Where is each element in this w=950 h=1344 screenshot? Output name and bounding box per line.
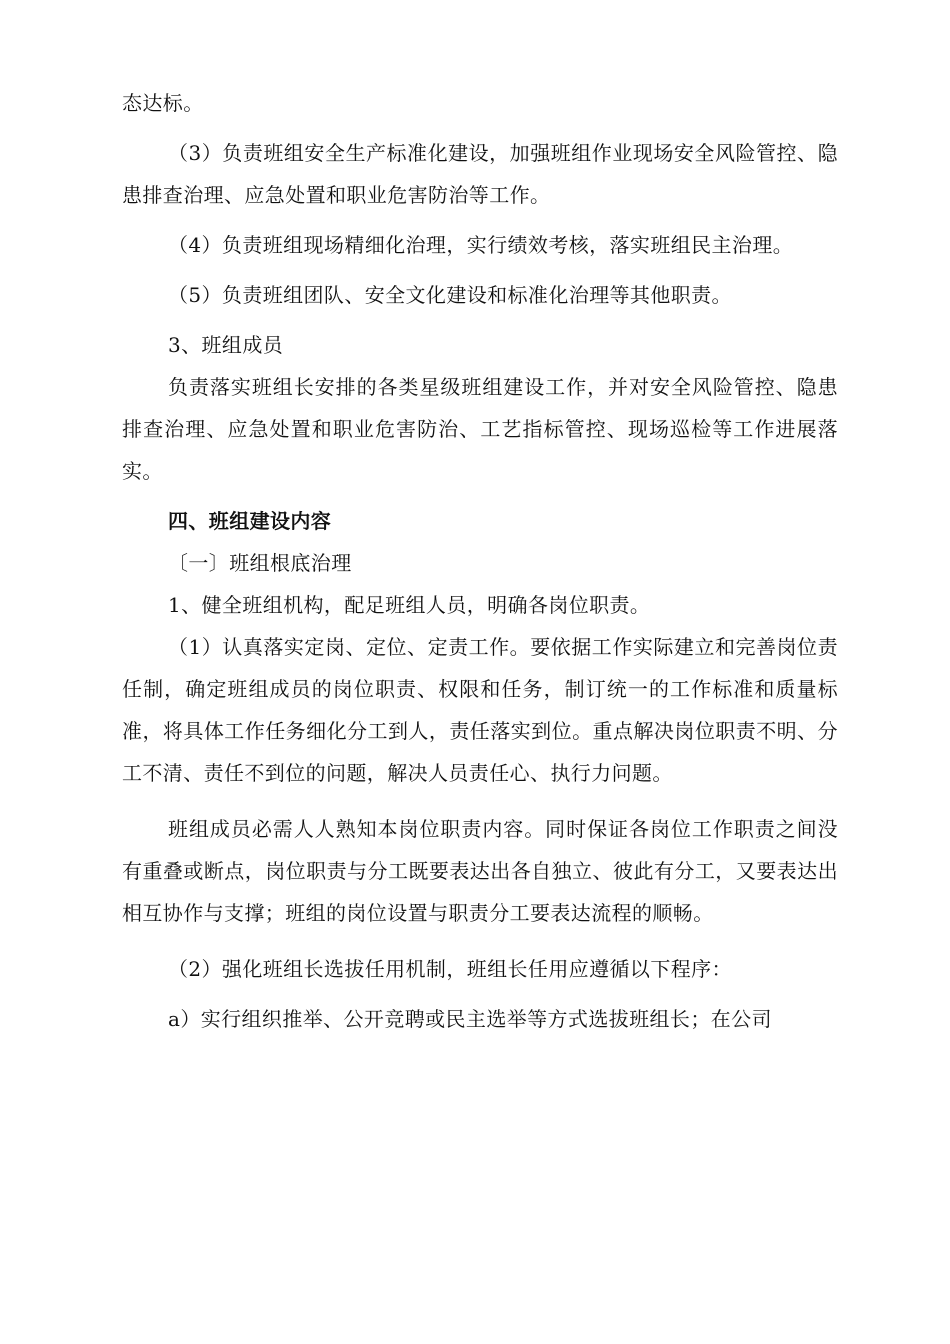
section-heading-4: 四、班组建设内容 [168, 509, 332, 533]
paragraph-point-1: 1、健全班组机构，配足班组人员，明确各岗位职责。 [168, 593, 651, 617]
subsection-heading-1: 〔一〕班组根底治理 [168, 551, 352, 575]
paragraph-tail: 态达标。 [122, 91, 204, 115]
paragraph-item-3: （3）负责班组安全生产标准化建设，加强班组作业现场安全风险管控、隐患排查治理、应急处置和职业危害防治等工作。 [122, 141, 838, 207]
paragraph-item-a: a）实行组织推举、公开竞聘或民主选举等方式选拔班组长；在公司 [168, 1007, 772, 1031]
document-body [122, 82, 838, 1040]
paragraph-item-5: （5）负责班组团队、安全文化建设和标准化治理等其他职责。 [168, 283, 732, 307]
paragraph-item-2: （2）强化班组长选拔任用机制，班组长任用应遵循以下程序： [168, 957, 732, 981]
paragraph-team-members: 负责落实班组长安排的各类星级班组建设工作，并对安全风险管控、隐患排查治理、应急处置和职业危害防治、工艺指标管控、现场巡检等工作进展落实。 [122, 375, 838, 483]
paragraph-item-4: （4）负责班组现场精细化治理，实行绩效考核，落实班组民主治理。 [168, 233, 794, 257]
paragraph-member-duties: 班组成员必需人人熟知本岗位职责内容。同时保证各岗位工作职责之间没有重叠或断点，岗位职责与分工既要表达出各自独立、彼此有分工，又要表达出相互协作与支撑；班组的岗位设置与职责分工要表达流程的顺畅。 [122, 817, 838, 925]
subheading-team-members: 3、班组成员 [168, 333, 284, 357]
paragraph-item-1: （1）认真落实定岗、定位、定责工作。要依据工作实际建立和完善岗位责任制，确定班组成员的岗位职责、权限和任务，制订统一的工作标准和质量标准，将具体工作任务细化分工到人，责任落实到位。重点解决岗位职责不明、分工不清、责任不到位的问题，解决人员责任心、执行力问题。 [122, 635, 838, 785]
